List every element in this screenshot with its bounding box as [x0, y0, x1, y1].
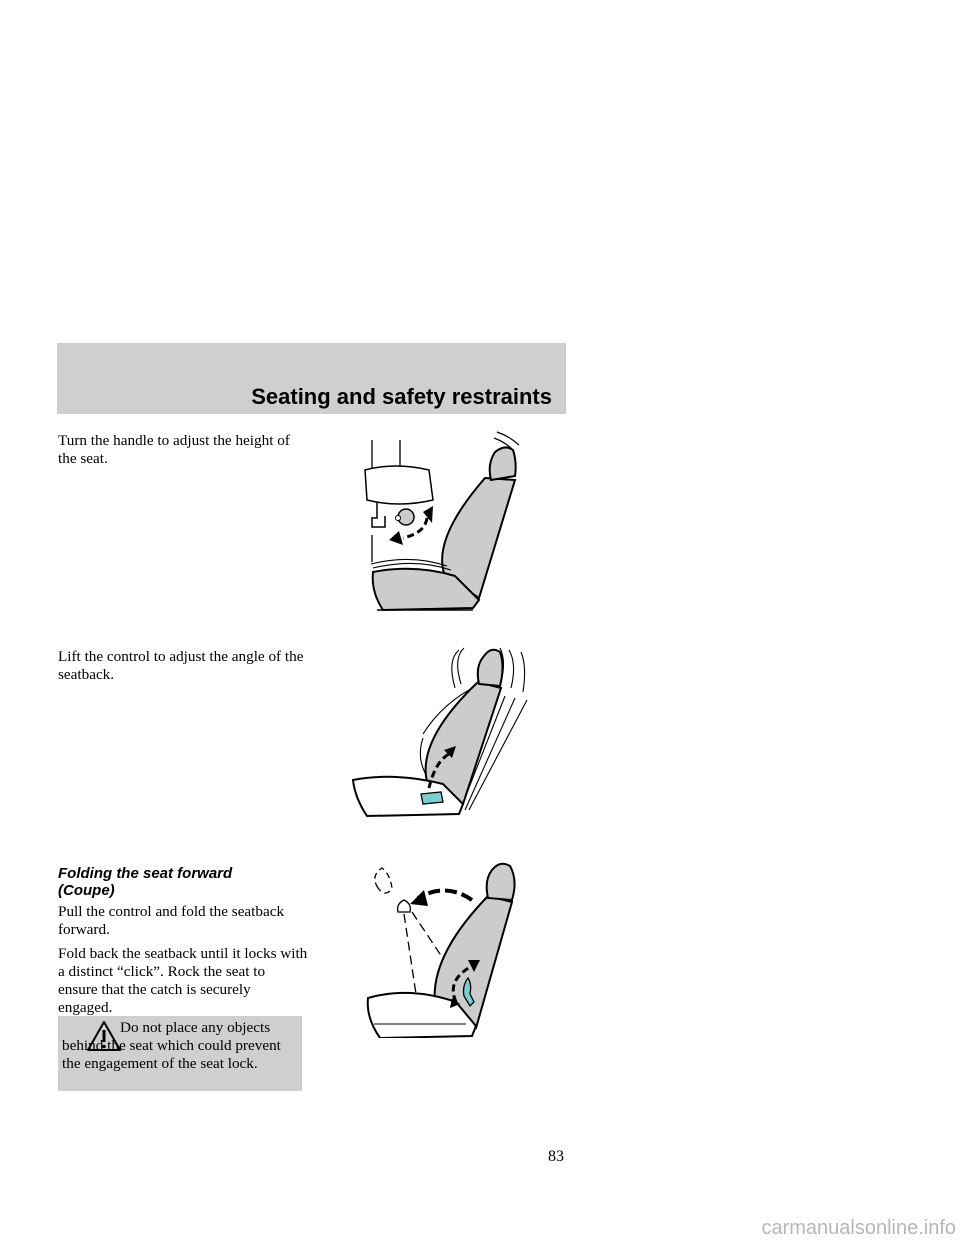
- recline-ghost-line: [509, 650, 514, 688]
- seatback-angle-figure: [343, 642, 533, 822]
- headrest: [478, 650, 503, 686]
- frame-block: [365, 466, 433, 504]
- folded-seat-outline: [412, 912, 444, 960]
- folded-seat-outline: [398, 900, 411, 912]
- section-header-band: [57, 343, 566, 414]
- recline-ghost-line: [458, 648, 464, 684]
- knob-pivot: [396, 516, 401, 521]
- heading-line-1: Folding the seat forward: [58, 865, 233, 882]
- section-title: Seating and safety restraints: [251, 384, 552, 409]
- arrow-head: [389, 531, 403, 545]
- page-number: 83: [548, 1148, 564, 1165]
- height-adjust-text: Turn the handle to adjust the height of the seat.: [58, 432, 290, 467]
- fold-forward-heading: [58, 865, 308, 899]
- seat-height-figure: [355, 430, 535, 615]
- recline-ghost-line: [521, 652, 525, 692]
- recline-adjust-text: Lift the control to adjust the angle of the seatback.: [58, 648, 304, 683]
- seat-fold-figure: [360, 858, 525, 1038]
- arrow-head: [410, 890, 428, 906]
- warning-text: Do not place any objects behind the seat which could prevent the engagement of the seat lock.: [62, 1019, 281, 1072]
- headrest: [487, 864, 515, 900]
- folded-seat-outline: [404, 914, 416, 994]
- frame-bracket: [372, 502, 385, 527]
- motion-line: [497, 432, 519, 445]
- headrest: [490, 447, 516, 480]
- heading-line-2: (Coupe): [58, 882, 115, 899]
- fold-lock-text: Fold back the seatback until it locks with a distinct “click”. Rock the seat to ensure that the catch is securely engaged.: [58, 945, 308, 1016]
- recline-lever: [421, 792, 443, 804]
- fold-forward-text: Pull the control and fold the seatback forward.: [58, 903, 285, 938]
- frame-post-lines: [372, 440, 400, 468]
- watermark: carmanualsonline.info: [761, 1217, 956, 1239]
- folded-headrest-outline: [375, 868, 392, 893]
- warning-box: [58, 1016, 302, 1091]
